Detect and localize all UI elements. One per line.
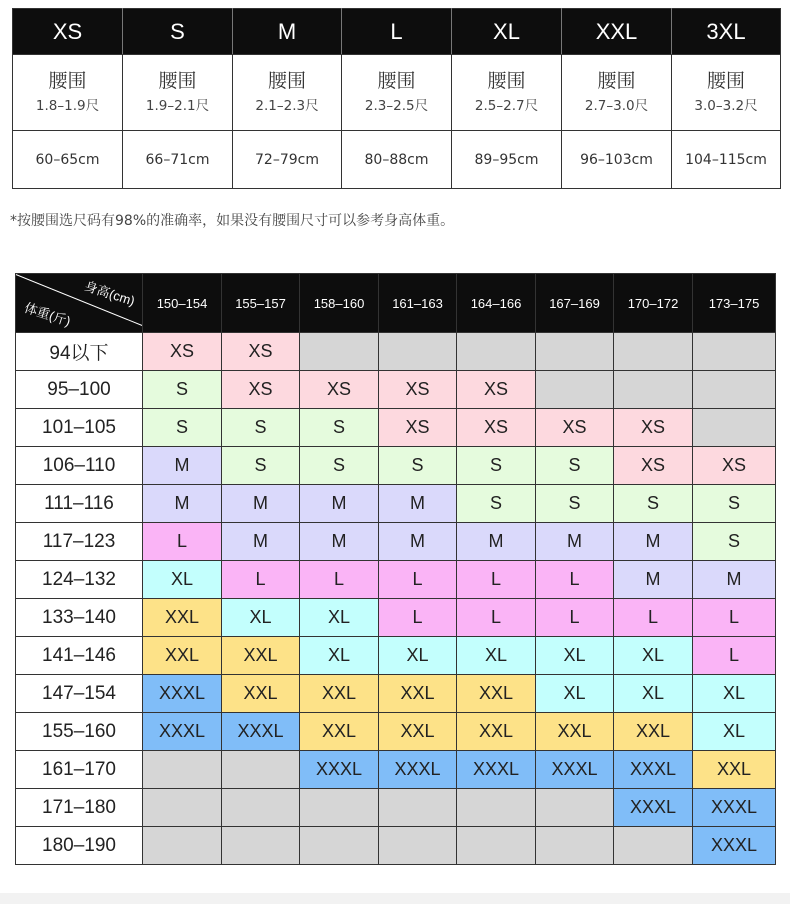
waist-cm-cell: 104–115cm <box>672 131 781 189</box>
size-header: 3XL <box>672 9 781 55</box>
size-cell: L <box>143 523 222 561</box>
size-header: XXL <box>562 9 672 55</box>
waist-range: 2.1–2.3尺 <box>255 97 319 114</box>
empty-cell <box>536 827 614 865</box>
size-cell: XXL <box>693 751 776 789</box>
height-header: 155–157 <box>222 274 300 333</box>
weight-row <box>16 485 776 523</box>
size-header: M <box>233 9 342 55</box>
waist-cell <box>123 55 233 131</box>
weight-row <box>16 637 776 675</box>
height-weight-size-table <box>15 273 776 865</box>
waist-range: 2.3–2.5尺 <box>364 97 429 114</box>
empty-cell <box>693 371 776 409</box>
size-cell: M <box>300 523 379 561</box>
size-cell: XS <box>693 447 776 485</box>
size-cell: XS <box>614 447 693 485</box>
empty-cell <box>222 751 300 789</box>
waist-label: 腰围 <box>48 69 87 92</box>
size-cell: L <box>457 561 536 599</box>
size-cell: XL <box>614 675 693 713</box>
size-header: XL <box>452 9 562 55</box>
weight-row <box>16 675 776 713</box>
weight-label: 106–110 <box>16 447 143 485</box>
size-cell: XXL <box>536 713 614 751</box>
size-cell: XXL <box>614 713 693 751</box>
waist-range: 1.9–2.1尺 <box>145 97 210 114</box>
size-cell: S <box>143 371 222 409</box>
weight-label: 147–154 <box>16 675 143 713</box>
height-header: 167–169 <box>536 274 614 333</box>
size-cell: XL <box>693 675 776 713</box>
weight-label: 117–123 <box>16 523 143 561</box>
empty-cell <box>143 789 222 827</box>
height-header: 150–154 <box>143 274 222 333</box>
size-cell: S <box>300 447 379 485</box>
size-cell: XL <box>300 637 379 675</box>
size-cell: XXXL <box>693 789 776 827</box>
weight-label: 133–140 <box>16 599 143 637</box>
weight-row <box>16 561 776 599</box>
waist-cm-cell: 80–88cm <box>342 131 452 189</box>
height-header: 170–172 <box>614 274 693 333</box>
empty-cell <box>536 333 614 371</box>
size-cell: XXL <box>379 675 457 713</box>
waist-cell <box>672 55 781 131</box>
waist-cm-cell: 72–79cm <box>233 131 342 189</box>
size-cell: S <box>536 485 614 523</box>
size-header: S <box>123 9 233 55</box>
size-cell: L <box>614 599 693 637</box>
waist-size-table <box>12 8 781 189</box>
size-cell: S <box>300 409 379 447</box>
weight-axis-label: 体重(斤) <box>22 299 73 329</box>
empty-cell <box>379 789 457 827</box>
height-header: 161–163 <box>379 274 457 333</box>
empty-cell <box>222 827 300 865</box>
size-cell: XS <box>222 371 300 409</box>
size-cell: XS <box>457 371 536 409</box>
waist-cell <box>233 55 342 131</box>
size-cell: L <box>693 637 776 675</box>
size-cell: XXL <box>300 675 379 713</box>
size-header-row <box>13 9 781 55</box>
size-cell: L <box>379 561 457 599</box>
weight-label: 180–190 <box>16 827 143 865</box>
waist-cm-cell: 60–65cm <box>13 131 123 189</box>
size-cell: XL <box>379 637 457 675</box>
size-cell: S <box>536 447 614 485</box>
weight-row <box>16 713 776 751</box>
size-cell: XL <box>614 637 693 675</box>
weight-row <box>16 409 776 447</box>
height-header: 173–175 <box>693 274 776 333</box>
weight-label: 124–132 <box>16 561 143 599</box>
size-cell: XS <box>222 333 300 371</box>
size-cell: XXXL <box>614 751 693 789</box>
size-cell: XL <box>536 675 614 713</box>
size-cell: XXL <box>457 713 536 751</box>
weight-label: 141–146 <box>16 637 143 675</box>
weight-row <box>16 599 776 637</box>
weight-row <box>16 523 776 561</box>
size-cell: L <box>693 599 776 637</box>
waist-range: 1.8–1.9尺 <box>35 97 100 114</box>
empty-cell <box>143 751 222 789</box>
waist-label: 腰围 <box>377 69 416 92</box>
size-cell: S <box>457 447 536 485</box>
size-cell: XS <box>536 409 614 447</box>
waist-range: 2.5–2.7尺 <box>474 97 539 114</box>
waist-cm-cell: 96–103cm <box>562 131 672 189</box>
height-header-row <box>16 274 776 333</box>
waist-range: 3.0–3.2尺 <box>694 97 758 114</box>
empty-cell <box>379 827 457 865</box>
size-cell: M <box>379 523 457 561</box>
size-cell: XXXL <box>222 713 300 751</box>
weight-row <box>16 751 776 789</box>
empty-cell <box>457 827 536 865</box>
size-grid <box>16 333 776 865</box>
size-cell: L <box>536 561 614 599</box>
weight-label: 101–105 <box>16 409 143 447</box>
size-cell: M <box>614 523 693 561</box>
size-cell: XXXL <box>457 751 536 789</box>
weight-label: 111–116 <box>16 485 143 523</box>
waist-label: 腰围 <box>267 69 306 92</box>
empty-cell <box>614 333 693 371</box>
size-header: L <box>342 9 452 55</box>
size-cell: S <box>143 409 222 447</box>
size-cell: XS <box>614 409 693 447</box>
weight-label: 94以下 <box>16 333 143 371</box>
weight-row <box>16 333 776 371</box>
empty-cell <box>536 789 614 827</box>
waist-cell <box>13 55 123 131</box>
size-cell: XL <box>222 599 300 637</box>
empty-cell <box>536 371 614 409</box>
size-cell: XS <box>143 333 222 371</box>
size-cell: XXL <box>143 599 222 637</box>
waist-cm-row <box>13 131 781 189</box>
waist-cell <box>562 55 672 131</box>
empty-cell <box>693 409 776 447</box>
empty-cell <box>457 789 536 827</box>
empty-cell <box>300 333 379 371</box>
size-cell: S <box>457 485 536 523</box>
size-cell: XS <box>457 409 536 447</box>
size-cell: XXXL <box>143 675 222 713</box>
size-header: XS <box>13 9 123 55</box>
size-cell: XXL <box>143 637 222 675</box>
weight-label: 171–180 <box>16 789 143 827</box>
size-cell: XXXL <box>536 751 614 789</box>
empty-cell <box>300 789 379 827</box>
size-cell: M <box>379 485 457 523</box>
size-cell: M <box>693 561 776 599</box>
height-header: 158–160 <box>300 274 379 333</box>
size-cell: XL <box>300 599 379 637</box>
size-cell: XXXL <box>614 789 693 827</box>
size-cell: XXL <box>457 675 536 713</box>
size-cell: L <box>222 561 300 599</box>
empty-cell <box>614 371 693 409</box>
size-cell: XL <box>143 561 222 599</box>
size-cell: XS <box>300 371 379 409</box>
size-cell: XXXL <box>300 751 379 789</box>
size-cell: XL <box>693 713 776 751</box>
weight-row <box>16 827 776 865</box>
size-cell: XXL <box>379 713 457 751</box>
size-cell: M <box>143 485 222 523</box>
size-cell: XXXL <box>143 713 222 751</box>
size-cell: XXL <box>222 637 300 675</box>
size-cell: XXXL <box>693 827 776 865</box>
size-cell: S <box>693 485 776 523</box>
waist-label: 腰围 <box>158 69 197 92</box>
size-cell: L <box>536 599 614 637</box>
size-cell: S <box>614 485 693 523</box>
size-cell: M <box>457 523 536 561</box>
empty-cell <box>457 333 536 371</box>
size-cell: XXL <box>222 675 300 713</box>
waist-label: 腰围 <box>597 69 636 92</box>
weight-label: 161–170 <box>16 751 143 789</box>
empty-cell <box>222 789 300 827</box>
size-cell: S <box>693 523 776 561</box>
size-cell: S <box>379 447 457 485</box>
waist-range: 2.7–3.0尺 <box>584 97 649 114</box>
weight-label: 155–160 <box>16 713 143 751</box>
weight-row <box>16 447 776 485</box>
size-cell: XS <box>379 409 457 447</box>
size-cell: M <box>222 485 300 523</box>
waist-cm-cell: 89–95cm <box>452 131 562 189</box>
size-cell: L <box>379 599 457 637</box>
size-cell: M <box>536 523 614 561</box>
size-cell: L <box>300 561 379 599</box>
size-cell: XL <box>457 637 536 675</box>
size-cell: XXL <box>300 713 379 751</box>
waist-cell <box>452 55 562 131</box>
waist-chi-row <box>13 55 781 131</box>
waist-label: 腰围 <box>706 69 745 92</box>
height-axis-label: 身高(cm) <box>82 278 137 309</box>
waist-label: 腰围 <box>487 69 526 92</box>
size-cell: M <box>143 447 222 485</box>
empty-cell <box>614 827 693 865</box>
size-cell: M <box>222 523 300 561</box>
empty-cell <box>143 827 222 865</box>
size-cell: M <box>614 561 693 599</box>
waist-cm-cell: 66–71cm <box>123 131 233 189</box>
size-cell: XS <box>379 371 457 409</box>
size-advice-note: *按腰围选尺码有98%的准确率，如果没有腰围尺寸可以参考身高体重。 <box>10 213 455 229</box>
footer-band <box>0 893 790 904</box>
empty-cell <box>300 827 379 865</box>
empty-cell <box>379 333 457 371</box>
size-cell: S <box>222 447 300 485</box>
size-cell: L <box>457 599 536 637</box>
size-cell: S <box>222 409 300 447</box>
height-header: 164–166 <box>457 274 536 333</box>
weight-row <box>16 371 776 409</box>
size-cell: XXXL <box>379 751 457 789</box>
weight-row <box>16 789 776 827</box>
size-cell: M <box>300 485 379 523</box>
size-cell: XL <box>536 637 614 675</box>
weight-label: 95–100 <box>16 371 143 409</box>
empty-cell <box>693 333 776 371</box>
waist-cell <box>342 55 452 131</box>
corner-header <box>16 274 143 333</box>
